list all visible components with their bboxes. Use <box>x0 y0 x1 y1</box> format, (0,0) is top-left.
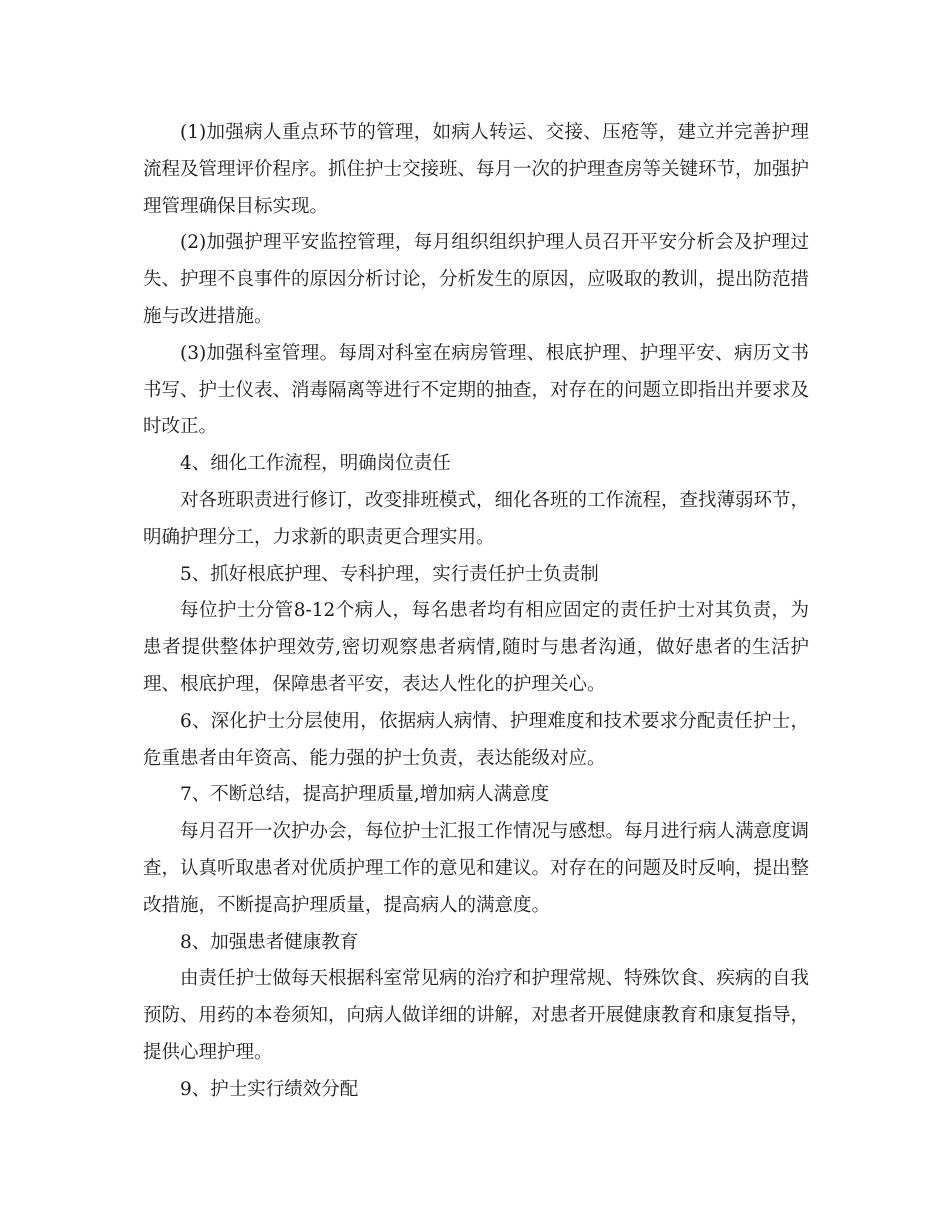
section-heading-7: 7、不断总结，提高护理质量,增加病人满意度 <box>180 784 550 806</box>
section-heading-8: 8、加强患者健康教育 <box>180 931 359 953</box>
paragraph-4: 对各班职责进行修订，改变排班模式，细化各班的工作流程，查找薄弱环节，明确护理分工，力求新的职责更合理实用。 <box>143 489 810 548</box>
paragraph-1-1: (1)加强病人重点环节的管理，如病人转运、交接、压疮等，建立并完善护理流程及管理评价程序。抓住护士交接班、每月一次的护理查房等关键环节，加强护理管理确保目标实现。 <box>143 122 810 217</box>
paragraph-5: 每位护士分管8-12个病人，每名患者均有相应固定的责任护士对其负责，为患者提供整体护理效劳,密切观察患者病情,随时与患者沟通，做好患者的生活护理、根底护理，保障患者平安，表达人性化的护理关心。 <box>143 600 809 695</box>
paragraph-8: 由责任护士做每天根据科室常见病的治疗和护理常规、特殊饮食、疾病的自我预防、用药的本卷须知，向病人做详细的讲解，对患者开展健康教育和康复指导，提供心理护理。 <box>143 968 810 1063</box>
section-heading-5: 5、抓好根底护理、专科护理，实行责任护士负责制 <box>180 563 599 585</box>
section-heading-4: 4、细化工作流程，明确岗位责任 <box>180 453 451 475</box>
paragraph-1-3: (3)加强科室管理。每周对科室在病房管理、根底护理、护理平安、病历文书书写、护士仪表、消毒隔离等进行不定期的抽查，对存在的问题立即指出并要求及时改正。 <box>143 342 810 438</box>
document-body <box>143 115 809 1109</box>
section-heading-9: 9、护士实行绩效分配 <box>180 1078 359 1100</box>
section-heading-6: 6、深化护士分层使用，依据病人病情、护理难度和技术要求分配责任护士，危重患者由年资高、能力强的护士负责，表达能级对应。 <box>143 710 809 769</box>
paragraph-1-2: (2)加强护理平安监控管理，每月组织组织护理人员召开平安分析会及护理过失、护理不良事件的原因分析讨论，分析发生的原因，应吸取的教训，提出防范措施与改进措施。 <box>143 232 810 327</box>
paragraph-7: 每月召开一次护办会，每位护士汇报工作情况与感想。每月进行病人满意度调查，认真听取患者对优质护理工作的意见和建议。对存在的问题及时反响，提出整改措施，不断提高护理质量，提高病人的满意度。 <box>143 821 810 916</box>
